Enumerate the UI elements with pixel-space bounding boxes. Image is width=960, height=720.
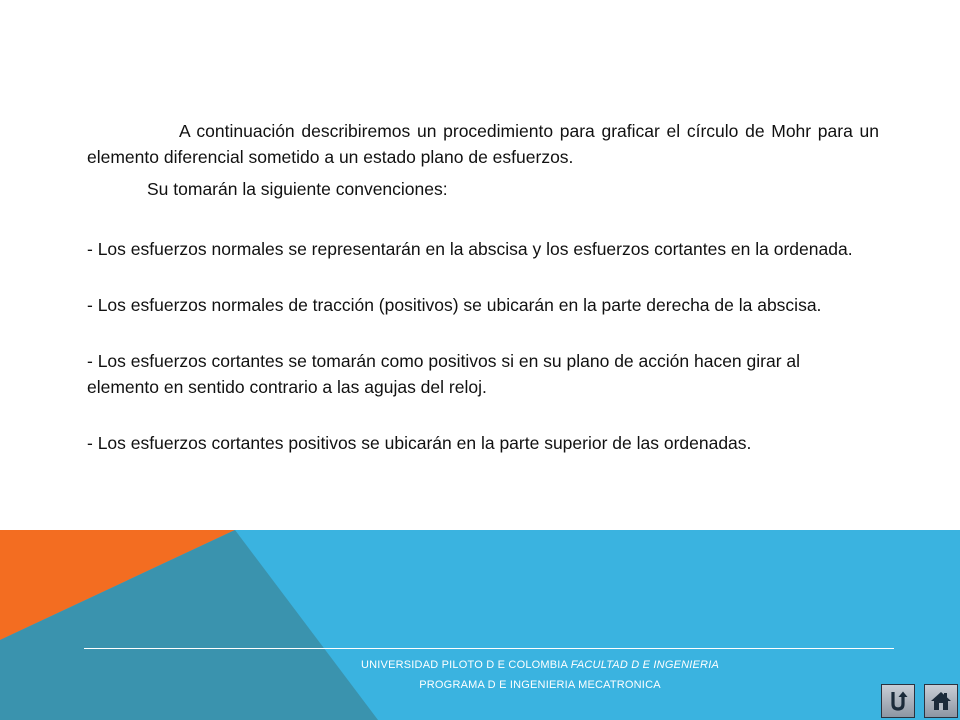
footer-faculty: FACULTAD D E INGENIERIA [570, 659, 719, 671]
return-icon [886, 689, 910, 713]
intro-paragraph: A continuación describiremos un procedimiento para graficar el círculo de Mohr para un elemento diferencial sometido a un estado plano de esfuerzos. [87, 121, 879, 167]
convention-item: - Los esfuerzos cortantes se tomarán como positivos si en su plano de acción hacen girar al elemento en sentido contrario a las agujas del reloj. [87, 351, 801, 397]
home-button[interactable] [924, 684, 958, 718]
slide-body [87, 118, 879, 456]
footer-divider [84, 648, 894, 649]
convention-item: - Los esfuerzos normales de tracción (positivos) se ubicarán en la parte derecha de la abscisa. [87, 295, 822, 315]
footer [330, 655, 750, 695]
convention-item: - Los esfuerzos normales se representarán en la abscisa y los esfuerzos cortantes en la ordenada. [87, 239, 853, 259]
convention-item: - Los esfuerzos cortantes positivos se ubicarán en la parte superior de las ordenadas. [87, 433, 752, 453]
return-button[interactable] [881, 684, 915, 718]
footer-line-1 [330, 655, 750, 675]
conventions-heading: Su tomarán la siguiente convenciones: [147, 179, 448, 199]
footer-university: UNIVERSIDAD PILOTO D E COLOMBIA [361, 659, 568, 671]
home-icon [929, 689, 953, 713]
footer-program: PROGRAMA D E INGENIERIA MECATRONICA [419, 679, 661, 691]
